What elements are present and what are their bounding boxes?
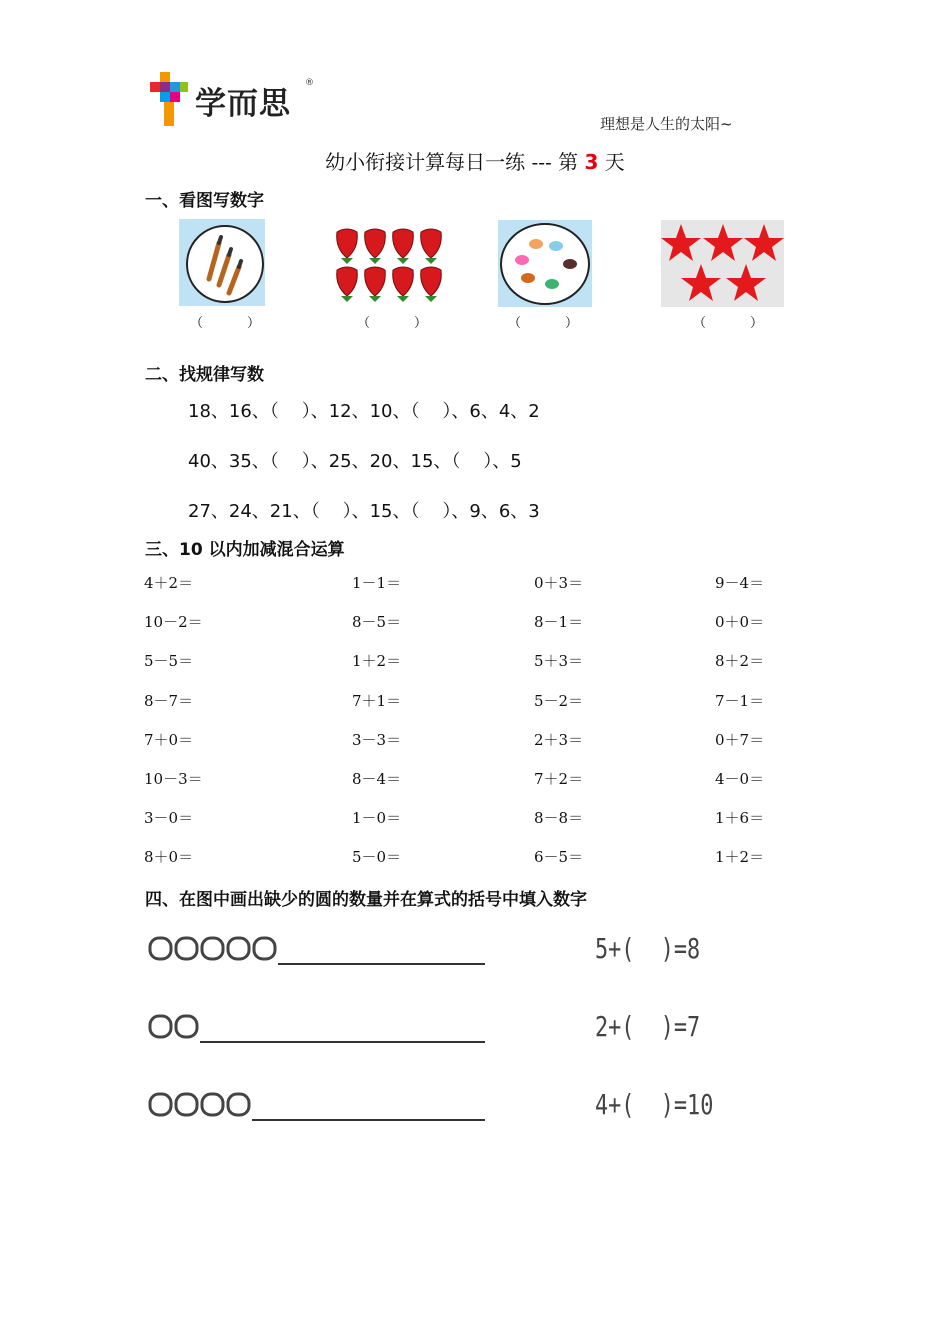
logo-registered-mark: ® <box>305 78 314 88</box>
section-4-heading: 四、在图中画出缺少的圆的数量并在算式的括号中填入数字 <box>145 890 587 910</box>
equation-r6-c1[interactable]: 10－3＝ <box>144 770 203 788</box>
drawing-line-1[interactable] <box>278 963 485 965</box>
sequence-row-1[interactable]: 18、16、（ ）、12、10、（ ）、6、4、2 <box>188 401 540 422</box>
answer-paren-3[interactable]: （ ） <box>508 316 578 331</box>
fill-in-expression-1[interactable]: 5+( )=8 <box>595 932 701 965</box>
red-stars-icon <box>661 220 784 307</box>
equation-r2-c2[interactable]: 8－5＝ <box>352 613 402 632</box>
title-prefix: 幼小衔接计算每日一练 --- 第 <box>325 150 585 174</box>
motto: 理想是人生的太阳~ <box>600 115 733 133</box>
circle-icon <box>176 1094 197 1115</box>
equation-r7-c1[interactable]: 3－0＝ <box>144 809 194 828</box>
circle-icon <box>150 1016 171 1037</box>
equation-r5-c2[interactable]: 3－3＝ <box>352 730 402 749</box>
fill-in-expression-2[interactable]: 2+( )=7 <box>595 1010 701 1043</box>
logo-mark-icon <box>150 70 195 130</box>
equation-r5-c1[interactable]: 7＋0＝ <box>144 730 194 749</box>
drawing-line-2[interactable] <box>200 1041 485 1043</box>
sequence-row-3[interactable]: 27、24、21、（ ）、15、（ ）、9、6、3 <box>188 501 540 522</box>
circle-icon <box>150 938 171 959</box>
equation-r4-c2[interactable]: 7＋1＝ <box>352 691 402 710</box>
equation-r7-c2[interactable]: 1－0＝ <box>352 809 402 828</box>
equation-r2-c1[interactable]: 10－2＝ <box>144 613 203 632</box>
equation-r4-c3[interactable]: 5－2＝ <box>534 691 584 710</box>
equation-r8-c2[interactable]: 5－0＝ <box>352 848 402 867</box>
page-title <box>0 146 950 175</box>
sequence-row-2[interactable]: 40、35、（ ）、25、20、15、（ ）、5 <box>188 451 522 472</box>
circle-icon <box>176 938 197 959</box>
equation-r8-c3[interactable]: 6－5＝ <box>534 848 584 867</box>
circle-icon <box>228 1094 249 1115</box>
candies-in-circle-icon <box>498 220 592 307</box>
logo-text: 学而思 <box>195 86 291 122</box>
equation-r4-c1[interactable]: 8－7＝ <box>144 691 194 710</box>
circle-icon <box>254 938 275 959</box>
circles-row-3 <box>148 1086 252 1126</box>
circle-icon <box>150 1094 171 1115</box>
answer-paren-2[interactable]: （ ） <box>357 316 427 331</box>
equation-r3-c3[interactable]: 5＋3＝ <box>534 652 584 671</box>
equation-r7-c3[interactable]: 8－8＝ <box>534 809 584 828</box>
circle-icon <box>176 1016 197 1037</box>
circle-icon <box>228 938 249 959</box>
equation-r6-c2[interactable]: 8－4＝ <box>352 770 402 788</box>
brushes-in-circle-icon <box>179 219 265 306</box>
fill-in-expression-3[interactable]: 4+( )=10 <box>595 1088 714 1121</box>
equation-r3-c2[interactable]: 1＋2＝ <box>352 652 402 671</box>
equation-r6-c3[interactable]: 7＋2＝ <box>534 770 584 788</box>
section-1-heading: 一、看图写数字 <box>145 191 264 211</box>
section-3-heading: 三、10 以内加减混合运算 <box>145 540 345 560</box>
equation-r2-c4[interactable]: 0＋0＝ <box>715 613 765 632</box>
equation-r5-c4[interactable]: 0＋7＝ <box>715 730 765 749</box>
equation-r8-c1[interactable]: 8＋0＝ <box>144 848 194 867</box>
equation-r7-c4[interactable]: 1＋6＝ <box>715 809 765 828</box>
roses-icon <box>333 226 447 302</box>
logo <box>150 70 330 130</box>
circles-row-2 <box>148 1008 200 1048</box>
section-2-heading: 二、找规律写数 <box>145 365 264 385</box>
equation-r4-c4[interactable]: 7－1＝ <box>715 691 765 710</box>
equation-r2-c3[interactable]: 8－1＝ <box>534 613 584 632</box>
equation-r1-c3[interactable]: 0＋3＝ <box>534 574 584 592</box>
equation-r8-c4[interactable]: 1＋2＝ <box>715 848 765 867</box>
equation-r3-c4[interactable]: 8＋2＝ <box>715 652 765 671</box>
equation-r6-c4[interactable]: 4－0＝ <box>715 770 765 788</box>
equation-r1-c2[interactable]: 1－1＝ <box>352 574 402 592</box>
title-suffix: 天 <box>598 150 625 174</box>
answer-paren-1[interactable]: （ ） <box>190 316 260 331</box>
equation-r1-c1[interactable]: 4＋2＝ <box>144 574 194 592</box>
title-day-number: 3 <box>584 150 599 174</box>
circle-icon <box>202 938 223 959</box>
equation-r1-c4[interactable]: 9－4＝ <box>715 574 765 592</box>
drawing-line-3[interactable] <box>252 1119 485 1121</box>
equation-r3-c1[interactable]: 5－5＝ <box>144 652 194 671</box>
circle-icon <box>202 1094 223 1115</box>
answer-paren-4[interactable]: （ ） <box>693 316 763 331</box>
equation-r5-c3[interactable]: 2＋3＝ <box>534 730 584 749</box>
circles-row-1 <box>148 930 278 970</box>
